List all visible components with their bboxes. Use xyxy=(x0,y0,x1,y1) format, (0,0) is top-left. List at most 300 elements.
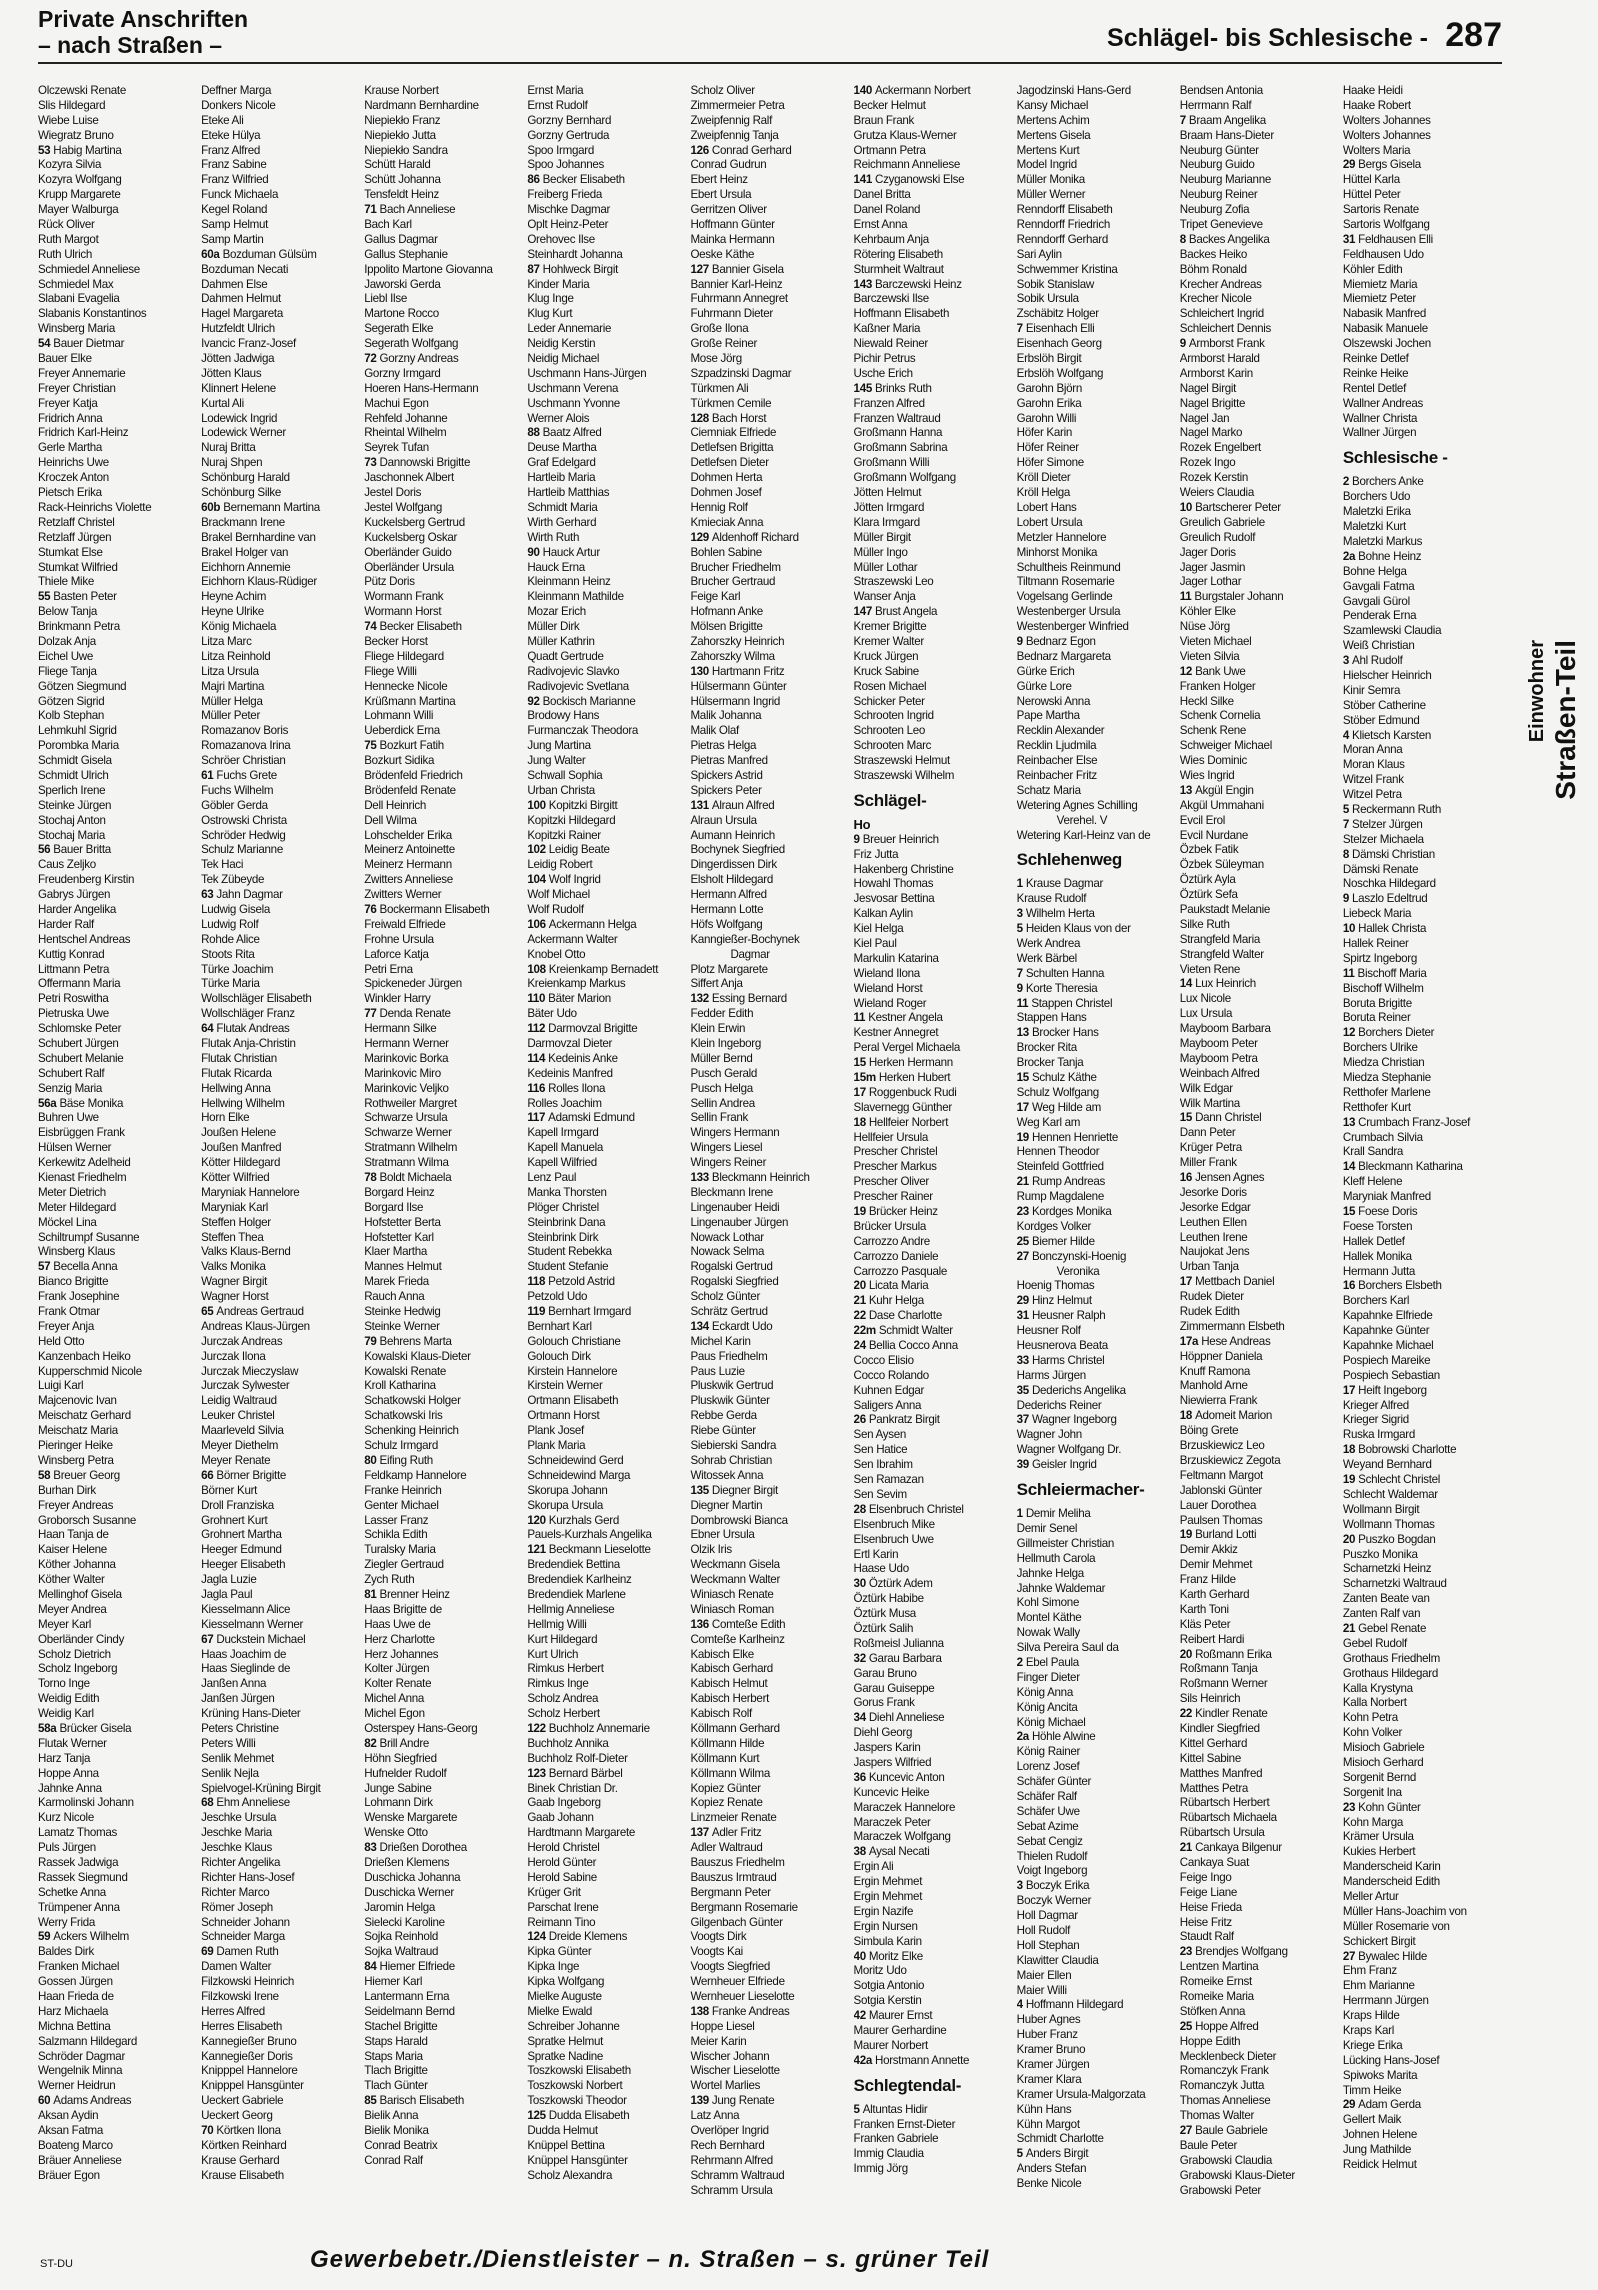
resident-name: Hallek Detlef xyxy=(1342,1234,1405,1248)
resident-entry xyxy=(854,531,1009,546)
resident-name: Moritz Elke xyxy=(868,1949,923,1963)
resident-name: Garohn Björn xyxy=(1016,381,1083,395)
resident-name: Adamski Edmund xyxy=(548,1111,635,1125)
resident-entry xyxy=(38,1097,193,1112)
resident-entry xyxy=(38,709,193,724)
resident-name: Bischoff Maria xyxy=(1357,966,1427,980)
house-number: 2a xyxy=(1342,549,1356,563)
resident-name: Michel Anna xyxy=(364,1692,425,1706)
resident-name: Zwitters Anneliese xyxy=(364,873,453,887)
resident-name: Borchers Karl xyxy=(1342,1294,1410,1308)
resident-entry xyxy=(38,1439,193,1454)
resident-name: Kopitzki Birgitt xyxy=(548,798,618,812)
resident-entry xyxy=(527,1707,682,1722)
resident-entry xyxy=(201,1514,356,1529)
resident-name: Scholz Ingeborg xyxy=(38,1662,118,1676)
resident-name: Schickert Birgit xyxy=(1342,1934,1416,1948)
resident-entry xyxy=(201,218,356,233)
resident-entry xyxy=(1343,1562,1498,1577)
resident-name: Voogts Siegfried xyxy=(690,1960,771,1974)
resident-name: Rheintal Wilhelm xyxy=(364,426,447,440)
resident-entry xyxy=(1180,1022,1335,1037)
resident-name: Böing Grete xyxy=(1179,1424,1239,1438)
resident-entry xyxy=(527,1975,682,1990)
resident-entry xyxy=(1180,1260,1335,1275)
resident-name: Franken Michael xyxy=(38,1960,120,1974)
resident-name: Hakenberg Christine xyxy=(853,862,954,876)
resident-entry xyxy=(364,1335,519,1350)
house-number: 71 xyxy=(364,203,377,217)
resident-entry xyxy=(1343,1696,1498,1711)
resident-entry xyxy=(527,1320,682,1335)
resident-entry xyxy=(201,680,356,695)
resident-entry xyxy=(690,337,845,352)
resident-entry xyxy=(1180,1945,1335,1960)
resident-entry xyxy=(1180,1409,1335,1424)
resident-name: Pospiech Sebastian xyxy=(1342,1368,1440,1382)
resident-name: Naujokat Jens xyxy=(1179,1245,1250,1259)
resident-entry xyxy=(364,1171,519,1186)
resident-name: Comteße Edith xyxy=(711,1617,786,1631)
resident-entry xyxy=(364,1975,519,1990)
side-tab-label-top: Einwohner xyxy=(1526,640,1548,743)
resident-name: Elsenbruch Uwe xyxy=(853,1532,934,1546)
resident-name: Schmiedel Max xyxy=(38,277,114,291)
resident-name: Pietsch Erika xyxy=(38,486,102,500)
resident-entry xyxy=(364,307,519,322)
resident-name: Ciemniak Elfriede xyxy=(690,426,777,440)
resident-name: Kapell Manuela xyxy=(527,1141,604,1155)
resident-name: Weckmann Gisela xyxy=(690,1558,780,1572)
house-number: 16 xyxy=(1179,1171,1193,1185)
resident-entry xyxy=(201,129,356,144)
resident-name: Steinbrink Dana xyxy=(527,1215,606,1229)
resident-entry xyxy=(527,1871,682,1886)
resident-name: Brill Andre xyxy=(379,1736,430,1750)
resident-name: Müller Dirk xyxy=(527,620,580,634)
resident-name: Herold Christel xyxy=(527,1841,600,1855)
resident-entry xyxy=(527,1945,682,1960)
resident-entry xyxy=(1180,1856,1335,1871)
resident-entry xyxy=(527,1886,682,1901)
resident-entry xyxy=(527,1677,682,1692)
resident-entry xyxy=(201,203,356,218)
resident-name: Akgül Ummahani xyxy=(1179,798,1264,812)
resident-name: Jaworski Gerda xyxy=(364,277,441,291)
resident-entry xyxy=(201,1216,356,1231)
resident-name: Andreas Gertraud xyxy=(216,1305,304,1319)
resident-name: Hoffmann Günter xyxy=(690,218,775,232)
resident-name: Rohde Alice xyxy=(201,932,260,946)
resident-entry xyxy=(854,471,1009,486)
resident-entry xyxy=(690,1037,845,1052)
resident-name: Latz Anna xyxy=(690,2109,740,2123)
resident-entry xyxy=(1017,1250,1172,1265)
resident-name: Wischer Johann xyxy=(690,2049,770,2063)
resident-name: Gerle Martha xyxy=(38,441,103,455)
resident-entry xyxy=(1343,595,1498,610)
resident-name: Jestel Wolfgang xyxy=(364,500,442,514)
house-number: 18 xyxy=(1179,1409,1193,1423)
resident-name: Fliege Hildegard xyxy=(364,649,444,663)
resident-entry xyxy=(1343,2054,1498,2069)
resident-name: Stöber Catherine xyxy=(1342,698,1426,712)
resident-name: Roßmeisl Julianna xyxy=(853,1636,944,1650)
resident-name: Puszko Monika xyxy=(1342,1547,1418,1561)
resident-entry xyxy=(854,2103,1009,2118)
resident-name: Bockermann Elisabeth xyxy=(379,902,490,916)
resident-name: Jager Jasmin xyxy=(1179,560,1246,574)
resident-entry xyxy=(364,858,519,873)
resident-entry xyxy=(364,1275,519,1290)
resident-entry xyxy=(527,1439,682,1454)
resident-entry xyxy=(527,516,682,531)
resident-entry xyxy=(1017,203,1172,218)
resident-entry xyxy=(854,188,1009,203)
resident-entry xyxy=(854,620,1009,635)
resident-name: Heinrichs Uwe xyxy=(38,456,109,470)
street-heading: Schlägel- xyxy=(853,790,927,810)
resident-name: Schmidt Ulrich xyxy=(38,768,109,782)
resident-name: Sorgenit Bernd xyxy=(1342,1770,1417,1784)
resident-entry xyxy=(38,1916,193,1931)
resident-name: Kapahnke Günter xyxy=(1342,1324,1430,1338)
resident-name: Diegner Martin xyxy=(690,1498,763,1512)
resident-name: Göbler Gerda xyxy=(201,798,268,812)
resident-entry xyxy=(1343,188,1498,203)
resident-entry xyxy=(38,367,193,382)
resident-name: Schrooten Ingrid xyxy=(853,709,934,723)
resident-entry xyxy=(1017,680,1172,695)
resident-name: Senzig Maria xyxy=(38,1081,103,1095)
resident-entry xyxy=(38,1886,193,1901)
house-number: 143 xyxy=(853,277,872,291)
resident-entry xyxy=(1343,1294,1498,1309)
resident-entry xyxy=(201,1141,356,1156)
resident-entry xyxy=(854,997,1009,1012)
resident-name: Spiwoks Marita xyxy=(1342,2068,1418,2082)
resident-entry xyxy=(854,1890,1009,1905)
resident-name: Pape Martha xyxy=(1016,709,1080,723)
resident-name: Reinbacher Fritz xyxy=(1016,768,1097,782)
resident-name: Verehel. V xyxy=(1056,813,1108,827)
resident-name: Harz Michaela xyxy=(38,2004,109,2018)
resident-name: Spickeneder Jürgen xyxy=(364,977,462,991)
resident-name: Recklin Alexander xyxy=(1016,724,1105,738)
resident-name: Hülsen Werner xyxy=(38,1141,112,1155)
resident-name: Lobert Hans xyxy=(1016,500,1077,514)
house-number: 19 xyxy=(1342,1473,1356,1487)
resident-name: Strangfeld Walter xyxy=(1179,947,1264,961)
resident-name: Franz Alfred xyxy=(201,143,261,157)
house-number: 3 xyxy=(1016,1879,1023,1893)
resident-name: Tlach Günter xyxy=(364,2079,428,2093)
house-number: 26 xyxy=(853,1413,866,1427)
resident-name: Straszewski Leo xyxy=(853,575,934,589)
resident-name: Erbslöh Birgit xyxy=(1016,352,1082,366)
resident-entry xyxy=(690,1231,845,1246)
resident-entry xyxy=(1343,505,1498,520)
resident-name: Meyer Diethelm xyxy=(201,1439,279,1453)
resident-name: Gilgenbach Günter xyxy=(690,1915,783,1929)
resident-entry xyxy=(527,1350,682,1365)
resident-entry xyxy=(1017,1145,1172,1160)
resident-entry xyxy=(364,1990,519,2005)
resident-entry xyxy=(201,2035,356,2050)
resident-entry xyxy=(1017,397,1172,412)
resident-name: Hauck Artur xyxy=(542,545,600,559)
resident-name: Kiesselmann Werner xyxy=(201,1617,304,1631)
resident-name: Paus Luzie xyxy=(690,1364,745,1378)
resident-entry xyxy=(38,1767,193,1782)
resident-name: Spratke Nadine xyxy=(527,2049,604,2063)
resident-entry xyxy=(201,1424,356,1439)
resident-entry xyxy=(1343,99,1498,114)
resident-entry xyxy=(1017,922,1172,937)
resident-entry xyxy=(1343,144,1498,159)
resident-entry xyxy=(364,1037,519,1052)
resident-entry xyxy=(854,292,1009,307)
resident-name: Wenske Margarete xyxy=(364,1811,458,1825)
resident-name: Karth Gerhard xyxy=(1179,1587,1250,1601)
resident-name: Sartoris Wolfgang xyxy=(1342,218,1430,232)
house-number: 100 xyxy=(527,798,546,812)
resident-entry xyxy=(201,1097,356,1112)
resident-name: Senlik Nejla xyxy=(201,1766,259,1780)
resident-name: Grabowski Peter xyxy=(1179,2183,1261,2197)
resident-entry xyxy=(364,665,519,680)
house-number: 29 xyxy=(1342,158,1356,172)
resident-entry xyxy=(364,2154,519,2169)
resident-name: Deuse Martha xyxy=(527,441,597,455)
directory-column xyxy=(690,84,845,2214)
resident-entry xyxy=(1180,144,1335,159)
resident-name: Stachel Brigitte xyxy=(364,2019,438,2033)
resident-name: Freudenberg Kirstin xyxy=(38,873,135,887)
resident-name: Krecher Andreas xyxy=(1179,277,1262,291)
resident-entry xyxy=(854,1786,1009,1801)
resident-name: Lodewick Ingrid xyxy=(201,411,278,425)
resident-entry xyxy=(364,799,519,814)
house-number: 56 xyxy=(38,843,51,857)
resident-name: Hese Andreas xyxy=(1201,1334,1271,1348)
resident-name: Bergmann Peter xyxy=(690,1885,771,1899)
resident-name: Ernst Anna xyxy=(853,218,908,232)
house-number: 2 xyxy=(1016,1655,1023,1669)
resident-name: Garau Barbara xyxy=(868,1651,942,1665)
resident-name: Maletzki Markus xyxy=(1342,534,1423,548)
resident-name: Elsenbruch Mike xyxy=(853,1517,935,1531)
resident-entry xyxy=(1017,367,1172,382)
resident-entry xyxy=(854,1413,1009,1428)
resident-entry xyxy=(1180,441,1335,456)
resident-entry xyxy=(527,263,682,278)
resident-name: Heift Ingeborg xyxy=(1358,1383,1427,1397)
resident-name: Barisch Elisabeth xyxy=(379,2094,464,2108)
resident-name: Krieger Sigrid xyxy=(1342,1413,1409,1427)
resident-name: Wolters Johannes xyxy=(1342,128,1431,142)
resident-name: Radivojevic Svetlana xyxy=(527,679,629,693)
resident-name: Burgstaler Johann xyxy=(1194,590,1284,604)
resident-name: Gerritzen Oliver xyxy=(690,203,767,217)
resident-name: Ergin Nazife xyxy=(853,1904,914,1918)
resident-name: Spickers Peter xyxy=(690,783,762,797)
resident-name: Bockisch Marianne xyxy=(542,694,636,708)
resident-entry xyxy=(527,784,682,799)
resident-entry xyxy=(1343,1905,1498,1920)
resident-name: Littmann Petra xyxy=(38,962,110,976)
resident-name: Mölsen Brigitte xyxy=(690,620,763,634)
house-number: 29 xyxy=(1342,2098,1356,2112)
resident-name: Steinfeld Gottfried xyxy=(1016,1160,1104,1174)
resident-entry xyxy=(364,1514,519,1529)
house-number: 25 xyxy=(1016,1234,1029,1248)
resident-entry xyxy=(38,1424,193,1439)
resident-entry xyxy=(1343,654,1498,669)
resident-name: Krause Norbert xyxy=(364,84,439,97)
house-number: 14 xyxy=(1342,1160,1356,1174)
resident-entry xyxy=(38,1409,193,1424)
resident-name: Uschmann Yvonne xyxy=(527,396,620,410)
resident-name: Römer Joseph xyxy=(201,1900,273,1914)
resident-name: König Michael xyxy=(1016,1715,1086,1729)
house-number: 108 xyxy=(527,962,546,976)
resident-entry xyxy=(364,263,519,278)
house-number: 13 xyxy=(1342,1115,1356,1129)
resident-entry xyxy=(527,1692,682,1707)
resident-entry xyxy=(854,1428,1009,1443)
resident-entry xyxy=(1343,382,1498,397)
resident-entry xyxy=(201,1052,356,1067)
resident-entry xyxy=(1343,1994,1498,2009)
resident-name: Ruth Ulrich xyxy=(38,247,93,261)
resident-entry xyxy=(38,1245,193,1260)
resident-entry xyxy=(527,695,682,710)
resident-name: Wenske Otto xyxy=(364,1826,428,1840)
resident-name: Brucher Friedhelm xyxy=(690,560,781,574)
resident-entry xyxy=(364,739,519,754)
resident-entry xyxy=(1180,1186,1335,1201)
resident-entry xyxy=(1180,1603,1335,1618)
resident-entry xyxy=(1017,967,1172,982)
resident-name: Köllmann Kurt xyxy=(690,1751,760,1765)
resident-entry xyxy=(1343,1890,1498,1905)
resident-entry xyxy=(1180,158,1335,173)
resident-name: Boruta Brigitte xyxy=(1342,996,1412,1010)
resident-name: Heyne Achim xyxy=(201,590,267,604)
resident-entry xyxy=(1343,292,1498,307)
house-number: 21 xyxy=(853,1294,866,1308)
resident-name: Metzler Hannelore xyxy=(1016,530,1107,544)
resident-entry xyxy=(854,1950,1009,1965)
resident-entry xyxy=(1343,803,1498,818)
resident-entry xyxy=(201,1365,356,1380)
resident-entry xyxy=(527,1007,682,1022)
resident-entry xyxy=(364,695,519,710)
resident-entry xyxy=(527,650,682,665)
resident-name: Hoppe Liesel xyxy=(690,2019,755,2033)
resident-entry xyxy=(1017,1041,1172,1056)
resident-name: Porombka Maria xyxy=(38,739,119,753)
resident-entry xyxy=(201,307,356,322)
resident-entry xyxy=(364,1856,519,1871)
resident-entry xyxy=(1017,1116,1172,1131)
resident-name: Bergs Gisela xyxy=(1358,158,1421,172)
resident-name: Knipppel Hansgünter xyxy=(201,2079,304,2093)
resident-entry xyxy=(1180,1543,1335,1558)
resident-entry xyxy=(854,486,1009,501)
resident-name: Demir Senel xyxy=(1016,1521,1078,1535)
resident-entry xyxy=(1180,471,1335,486)
resident-name: Hennen Theodor xyxy=(1016,1145,1100,1159)
resident-name: Dederichs Reiner xyxy=(1016,1398,1102,1412)
resident-entry xyxy=(38,1201,193,1216)
resident-name: Gallus Dagmar xyxy=(364,232,438,246)
resident-name: Detlefsen Dieter xyxy=(690,456,769,470)
resident-entry xyxy=(527,218,682,233)
resident-entry xyxy=(201,1692,356,1707)
resident-entry xyxy=(201,1916,356,1931)
resident-name: Maurer Gerhardine xyxy=(853,2024,947,2037)
resident-name: Rogalski Gertrud xyxy=(690,1260,773,1274)
resident-entry xyxy=(38,1737,193,1752)
resident-name: Hellfeier Ursula xyxy=(853,1130,928,1144)
resident-entry xyxy=(854,322,1009,337)
resident-entry xyxy=(201,1007,356,1022)
resident-entry xyxy=(1017,248,1172,263)
resident-entry xyxy=(201,1945,356,1960)
resident-name: Matthes Manfred xyxy=(1179,1766,1263,1780)
resident-entry xyxy=(854,2118,1009,2133)
resident-entry xyxy=(527,918,682,933)
resident-name: Fedder Edith xyxy=(690,1007,754,1021)
resident-entry xyxy=(201,1737,356,1752)
resident-name: Sorgenit Ina xyxy=(1342,1785,1402,1799)
resident-name: Slabanis Konstantinos xyxy=(38,307,147,321)
resident-entry xyxy=(364,769,519,784)
resident-entry xyxy=(854,1637,1009,1652)
resident-entry xyxy=(1343,1964,1498,1979)
resident-entry xyxy=(690,1618,845,1633)
resident-entry xyxy=(364,903,519,918)
resident-name: Marinkovic Miro xyxy=(364,1066,441,1080)
resident-name: Hoenig Thomas xyxy=(1016,1279,1095,1293)
resident-name: Garau Bruno xyxy=(853,1666,917,1680)
resident-name: Recklin Ljudmila xyxy=(1016,739,1097,753)
resident-name: Schönburg Harald xyxy=(201,471,290,485)
resident-name: Winsberg Klaus xyxy=(38,1245,115,1259)
house-number: 74 xyxy=(364,620,377,634)
resident-name: Müller Werner xyxy=(1016,188,1086,202)
resident-entry xyxy=(527,1737,682,1752)
resident-name: Czyganowski Else xyxy=(875,173,965,187)
resident-entry xyxy=(690,1528,845,1543)
resident-entry xyxy=(527,1186,682,1201)
resident-name: Rück Oliver xyxy=(38,218,95,232)
resident-entry xyxy=(1343,1592,1498,1607)
resident-name: Hofstetter Karl xyxy=(364,1230,434,1244)
resident-entry xyxy=(1017,1686,1172,1701)
resident-entry xyxy=(690,784,845,799)
resident-name: Knuff Ramona xyxy=(1179,1364,1251,1378)
resident-entry xyxy=(527,1365,682,1380)
resident-entry xyxy=(38,1826,193,1841)
resident-entry xyxy=(1343,2039,1498,2054)
resident-entry xyxy=(690,1975,845,1990)
resident-name: Hülsermann Ingrid xyxy=(690,694,781,708)
resident-name: Hartmann Fritz xyxy=(711,664,785,678)
house-number: 39 xyxy=(1016,1458,1029,1472)
